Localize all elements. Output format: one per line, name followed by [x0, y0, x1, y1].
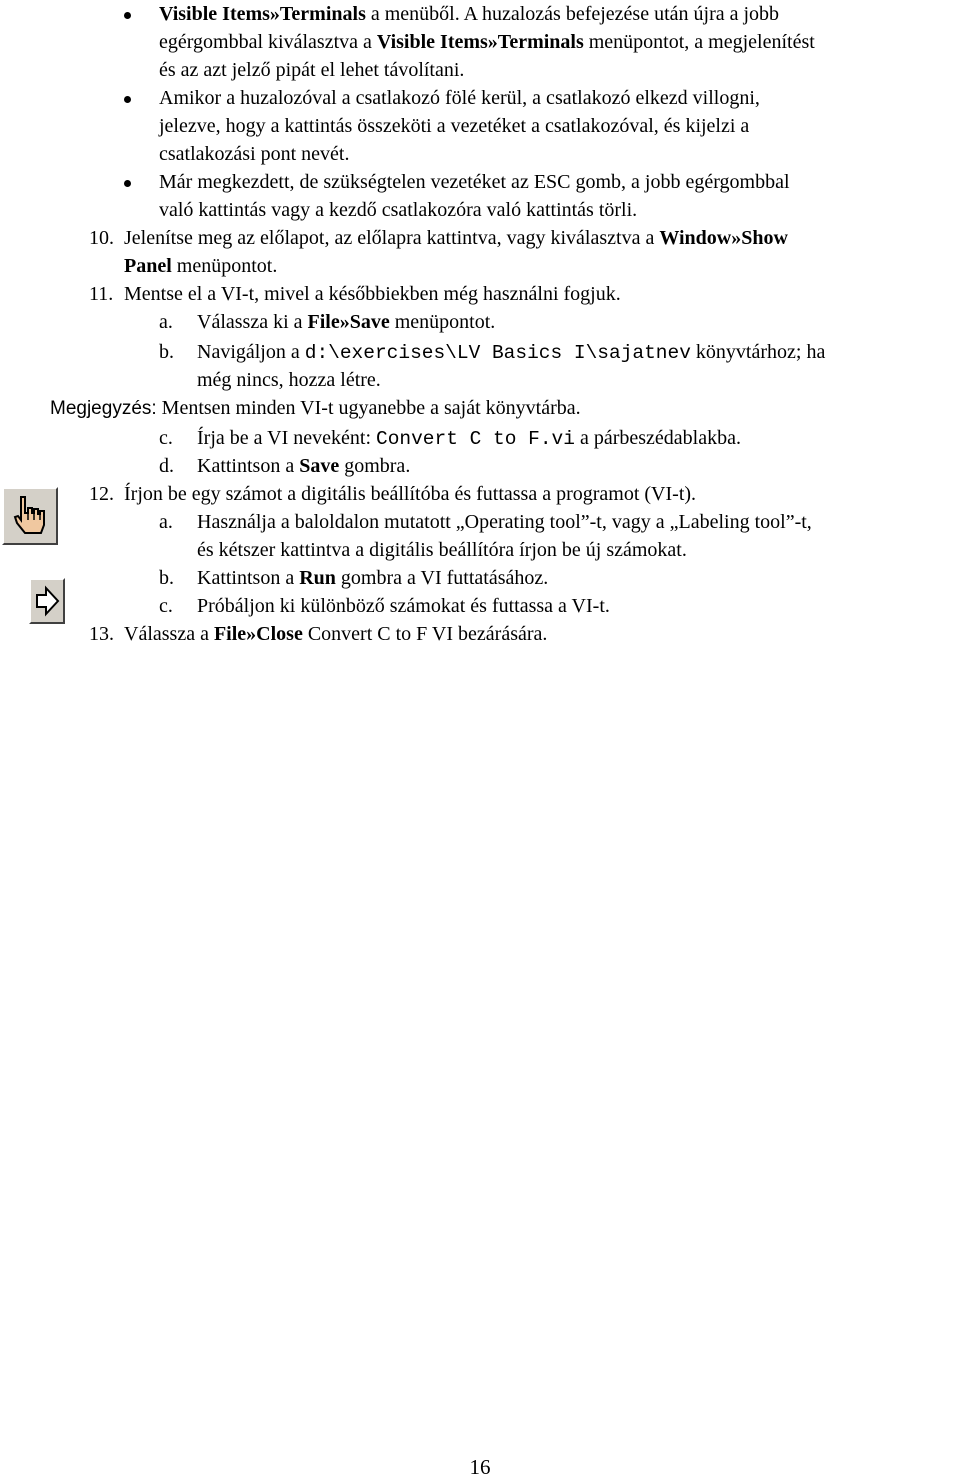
- hand-pointer-icon: [2, 487, 58, 545]
- bullet-dot: [124, 180, 131, 187]
- bullet-2-line-1: Amikor a huzalozóval a csatlakozó fölé kerül, a csatlakozó elkezd villogni,: [159, 87, 760, 109]
- bullet-dot: [124, 12, 131, 19]
- step-11-text: Mentse el a VI-t, mivel a későbbiekben még használni fogjuk.: [124, 283, 621, 305]
- step-12a-line-1: Használja a baloldalon mutatott „Operating tool”-t, vagy a „Labeling tool”-t,: [197, 511, 812, 533]
- run-arrow-icon-glyph: [31, 580, 63, 622]
- bullet-1-line-3: és az azt jelző pipát el lehet távolítani.: [159, 59, 465, 81]
- bullet-1-line-2: egérgombbal kiválasztva a Visible Items»Terminals menüpontot, a megjelenítést: [159, 31, 815, 53]
- note-label: Megjegyzés:: [50, 398, 157, 419]
- step-11b-line-2: még nincs, hozza létre.: [197, 369, 381, 391]
- run-arrow-icon: [29, 578, 65, 624]
- step-12a-line-2: és kétszer kattintva a digitális beállítóra írjon be új számokat.: [197, 539, 687, 561]
- step-10-line-1: Jelenítse meg az előlapot, az előlapra kattintva, vagy kiválasztva a Window»Show: [124, 227, 788, 249]
- bullet-2-line-3: csatlakozási pont nevét.: [159, 143, 350, 165]
- step-11c-text: Írja be a VI neveként: Convert C to F.vi a párbeszédablakba.: [197, 427, 741, 450]
- step-12c-label: c.: [159, 595, 173, 617]
- vi-filename: Convert C to F.vi: [376, 428, 575, 450]
- bullet-3-line-2: való kattintás vagy a kezdő csatlakozóra való kattintás törli.: [159, 199, 638, 221]
- step-13-text: Válassza a File»Close Convert C to F VI bezárására.: [124, 623, 548, 645]
- page-number: 16: [469, 1455, 491, 1479]
- step-11d-label: d.: [159, 455, 174, 477]
- step-12b-label: b.: [159, 567, 174, 589]
- directory-path: d:\exercises\LV Basics I\sajatnev: [304, 342, 691, 364]
- note: Megjegyzés: Mentsen minden VI-t ugyanebbe a saját könyvtárba.: [50, 397, 581, 419]
- step-11b-text: Navigáljon a d:\exercises\LV Basics I\sajatnev könyvtárhoz; ha: [197, 341, 826, 364]
- step-12b-text: Kattintson a Run gombra a VI futtatásához.: [197, 567, 549, 589]
- step-12a-label: a.: [159, 511, 173, 533]
- step-13-number: 13.: [89, 623, 114, 645]
- step-11d-text: Kattintson a Save gombra.: [197, 455, 411, 477]
- step-10-number: 10.: [89, 227, 114, 249]
- step-11b-label: b.: [159, 341, 174, 363]
- step-12-text: Írjon be egy számot a digitális beállítóba és futtassa a programot (VI-t).: [124, 483, 697, 505]
- step-11a-label: a.: [159, 311, 173, 333]
- step-10-line-2: Panel menüpontot.: [124, 255, 278, 277]
- step-11-number: 11.: [89, 283, 114, 305]
- bullet-3-line-1: Már megkezdett, de szükségtelen vezetéket az ESC gomb, a jobb egérgombbal: [159, 171, 790, 193]
- step-11c-label: c.: [159, 427, 173, 449]
- bullet-dot: [124, 96, 131, 103]
- bullet-1-line-1: Visible Items»Terminals a menüből. A huzalozás befejezése után újra a jobb: [159, 3, 780, 25]
- hand-pointer-icon-glyph: [4, 489, 56, 543]
- step-12c-text: Próbáljon ki különböző számokat és futtassa a VI-t.: [197, 595, 610, 617]
- step-12-number: 12.: [89, 483, 114, 505]
- bullet-2-line-2: jelezve, hogy a kattintás összeköti a vezetéket a csatlakozóval, és kijelzi a: [159, 115, 750, 137]
- step-11a-text: Válassza ki a File»Save menüpontot.: [197, 311, 496, 333]
